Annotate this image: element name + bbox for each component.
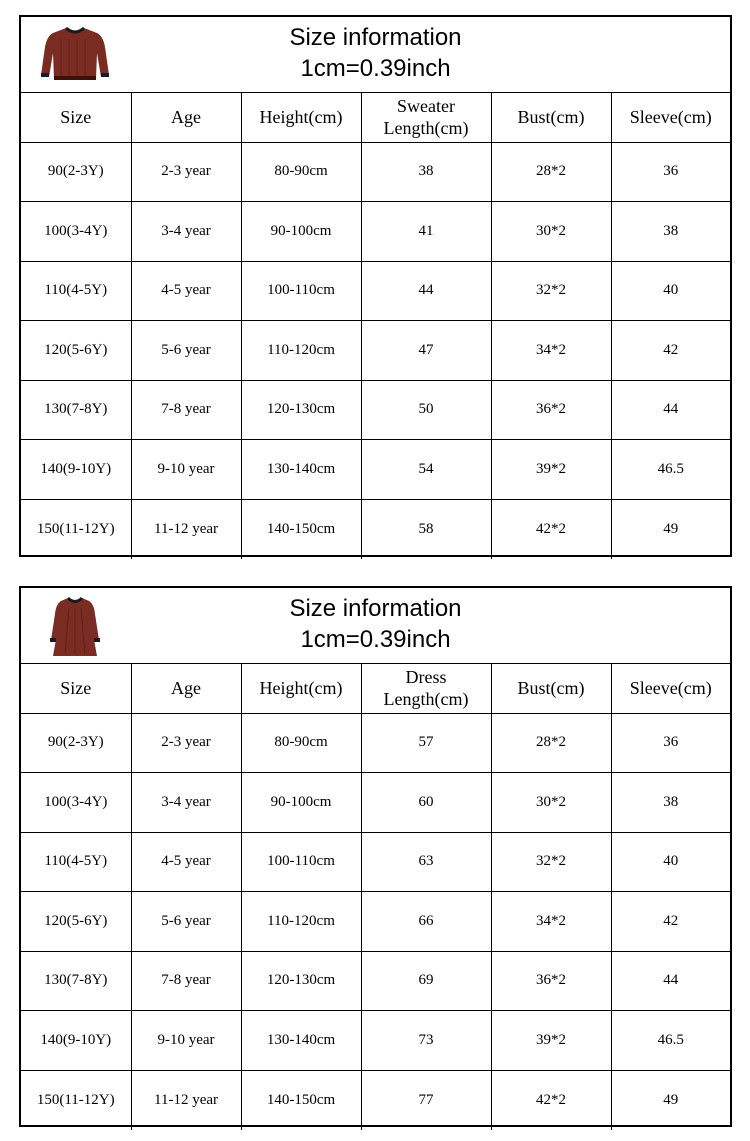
cell-size: 150(11-12Y): [21, 1070, 131, 1130]
table-row: [21, 713, 730, 773]
cell-length: 69: [361, 951, 491, 1011]
cell-height: 140-150cm: [241, 1070, 361, 1130]
sweater-size-table: [21, 93, 730, 559]
cell-age: 7-8 year: [131, 951, 241, 1011]
header-length-line1: Dress: [405, 667, 447, 688]
table-row: [21, 832, 730, 892]
cell-height: 130-140cm: [241, 1011, 361, 1071]
dress-size-table: [21, 664, 730, 1130]
cell-age: 4-5 year: [131, 261, 241, 321]
header-height: Height(cm): [241, 664, 361, 713]
header-row: [21, 93, 730, 142]
cell-bust: 28*2: [491, 142, 611, 202]
header-age: Age: [131, 664, 241, 713]
cell-height: 80-90cm: [241, 713, 361, 773]
cell-sleeve: 49: [663, 1091, 679, 1108]
cell-bust: 30*2: [491, 202, 611, 262]
cell-bust: 34*2: [491, 892, 611, 952]
cell-height: 100-110cm: [241, 261, 361, 321]
cell-size: 110(4-5Y): [21, 832, 131, 892]
header-sleeve: Sleeve(cm): [611, 664, 730, 713]
table-row: [21, 380, 730, 440]
table-row: [21, 202, 730, 262]
header-size: Size: [21, 93, 131, 142]
card-header: [21, 17, 730, 93]
table-row: [21, 142, 730, 202]
unit-conversion-note: 1cm=0.39inch: [300, 626, 451, 653]
cell-height: 90-100cm: [241, 202, 361, 262]
cell-length: 63: [361, 832, 491, 892]
cell-age: 7-8 year: [131, 380, 241, 440]
header-length-line2: Length(cm): [383, 118, 469, 139]
table-row: [21, 261, 730, 321]
cell-sleeve: 46.5: [611, 1011, 730, 1071]
header-height: Height(cm): [241, 93, 361, 142]
cell-sleeve: 44: [611, 951, 730, 1011]
header-length: [361, 664, 491, 713]
cell-length: 38: [361, 142, 491, 202]
cell-size: 130(7-8Y): [21, 951, 131, 1011]
cell-age: 2-3 year: [131, 713, 241, 773]
cell-age: 11-12 year: [131, 499, 241, 559]
cell-size: 140(9-10Y): [21, 1011, 131, 1071]
table-row: [21, 1070, 730, 1130]
cell-length: 47: [361, 321, 491, 381]
table-row: [21, 321, 730, 381]
cell-age: 11-12 year: [131, 1070, 241, 1130]
cell-bust: 36*2: [491, 380, 611, 440]
cell-bust: 39*2: [491, 1011, 611, 1071]
cell-sleeve: 42: [611, 321, 730, 381]
cell-size: 90(2-3Y): [21, 142, 131, 202]
cell-bust: 32*2: [491, 261, 611, 321]
cell-sleeve: 42: [611, 892, 730, 952]
cell-sleeve: 38: [611, 202, 730, 262]
cell-sleeve: 40: [611, 832, 730, 892]
header-sleeve: Sleeve(cm): [611, 93, 730, 142]
dress-size-card: [19, 586, 732, 1127]
unit-conversion-note: 1cm=0.39inch: [300, 55, 451, 82]
cell-sleeve: 46.5: [611, 440, 730, 500]
cell-bust: 28*2: [491, 713, 611, 773]
cell-size: 110(4-5Y): [21, 261, 131, 321]
cell-length: 50: [361, 380, 491, 440]
cell-age: 5-6 year: [131, 892, 241, 952]
cell-length: 77: [361, 1070, 491, 1130]
header-bust: Bust(cm): [491, 664, 611, 713]
cell-height: 110-120cm: [241, 321, 361, 381]
cell-size: 120(5-6Y): [21, 321, 131, 381]
cell-age: 9-10 year: [131, 440, 241, 500]
header-length-line2: Length(cm): [383, 689, 469, 710]
size-info-title: Size information: [289, 24, 462, 51]
cell-length: 57: [361, 713, 491, 773]
cell-sleeve: 36: [611, 142, 730, 202]
cell-size: 140(9-10Y): [21, 440, 131, 500]
cell-height: 120-130cm: [241, 380, 361, 440]
header-bust: Bust(cm): [491, 93, 611, 142]
cell-size: 150(11-12Y): [21, 499, 131, 559]
cell-length: 44: [361, 261, 491, 321]
cell-size: 130(7-8Y): [21, 380, 131, 440]
table-row: [21, 892, 730, 952]
cell-age: 5-6 year: [131, 321, 241, 381]
cell-sleeve: 38: [611, 773, 730, 833]
cell-height: 130-140cm: [241, 440, 361, 500]
sweater-size-card: [19, 15, 732, 557]
table-row: [21, 1011, 730, 1071]
cell-bust: 36*2: [491, 951, 611, 1011]
cell-size: 100(3-4Y): [21, 773, 131, 833]
cell-age: 3-4 year: [131, 202, 241, 262]
cell-age: 3-4 year: [131, 773, 241, 833]
table-row: [21, 951, 730, 1011]
size-info-title: Size information: [289, 595, 462, 622]
cell-bust: 39*2: [491, 440, 611, 500]
cell-sleeve: 40: [611, 261, 730, 321]
table-row: [21, 499, 730, 559]
cell-age: 2-3 year: [131, 142, 241, 202]
cell-length: 58: [361, 499, 491, 559]
cell-length: 73: [361, 1011, 491, 1071]
header-size: Size: [21, 664, 131, 713]
cell-bust: 30*2: [491, 773, 611, 833]
cell-age: 9-10 year: [131, 1011, 241, 1071]
cell-height: 80-90cm: [241, 142, 361, 202]
cell-length: 54: [361, 440, 491, 500]
cell-height: 110-120cm: [241, 892, 361, 952]
card-header: [21, 588, 730, 664]
cell-length: 60: [361, 773, 491, 833]
cell-bust: 34*2: [491, 321, 611, 381]
cell-height: 140-150cm: [241, 499, 361, 559]
header-age: Age: [131, 93, 241, 142]
cell-sleeve: 44: [611, 380, 730, 440]
cell-bust: 42*2: [491, 499, 611, 559]
table-row: [21, 440, 730, 500]
cell-size: 90(2-3Y): [21, 713, 131, 773]
cell-bust: 42*2: [491, 1070, 611, 1130]
table-row: [21, 773, 730, 833]
header-length-line1: Sweater: [397, 96, 455, 117]
cell-length: 66: [361, 892, 491, 952]
cell-length: 41: [361, 202, 491, 262]
cell-height: 100-110cm: [241, 832, 361, 892]
cell-sleeve: 36: [611, 713, 730, 773]
header-row: [21, 664, 730, 713]
header-length: [361, 93, 491, 142]
cell-sleeve: 49: [663, 520, 679, 537]
cell-size: 100(3-4Y): [21, 202, 131, 262]
cell-age: 4-5 year: [131, 832, 241, 892]
cell-bust: 32*2: [491, 832, 611, 892]
cell-size: 120(5-6Y): [21, 892, 131, 952]
cell-height: 120-130cm: [241, 951, 361, 1011]
cell-height: 90-100cm: [241, 773, 361, 833]
